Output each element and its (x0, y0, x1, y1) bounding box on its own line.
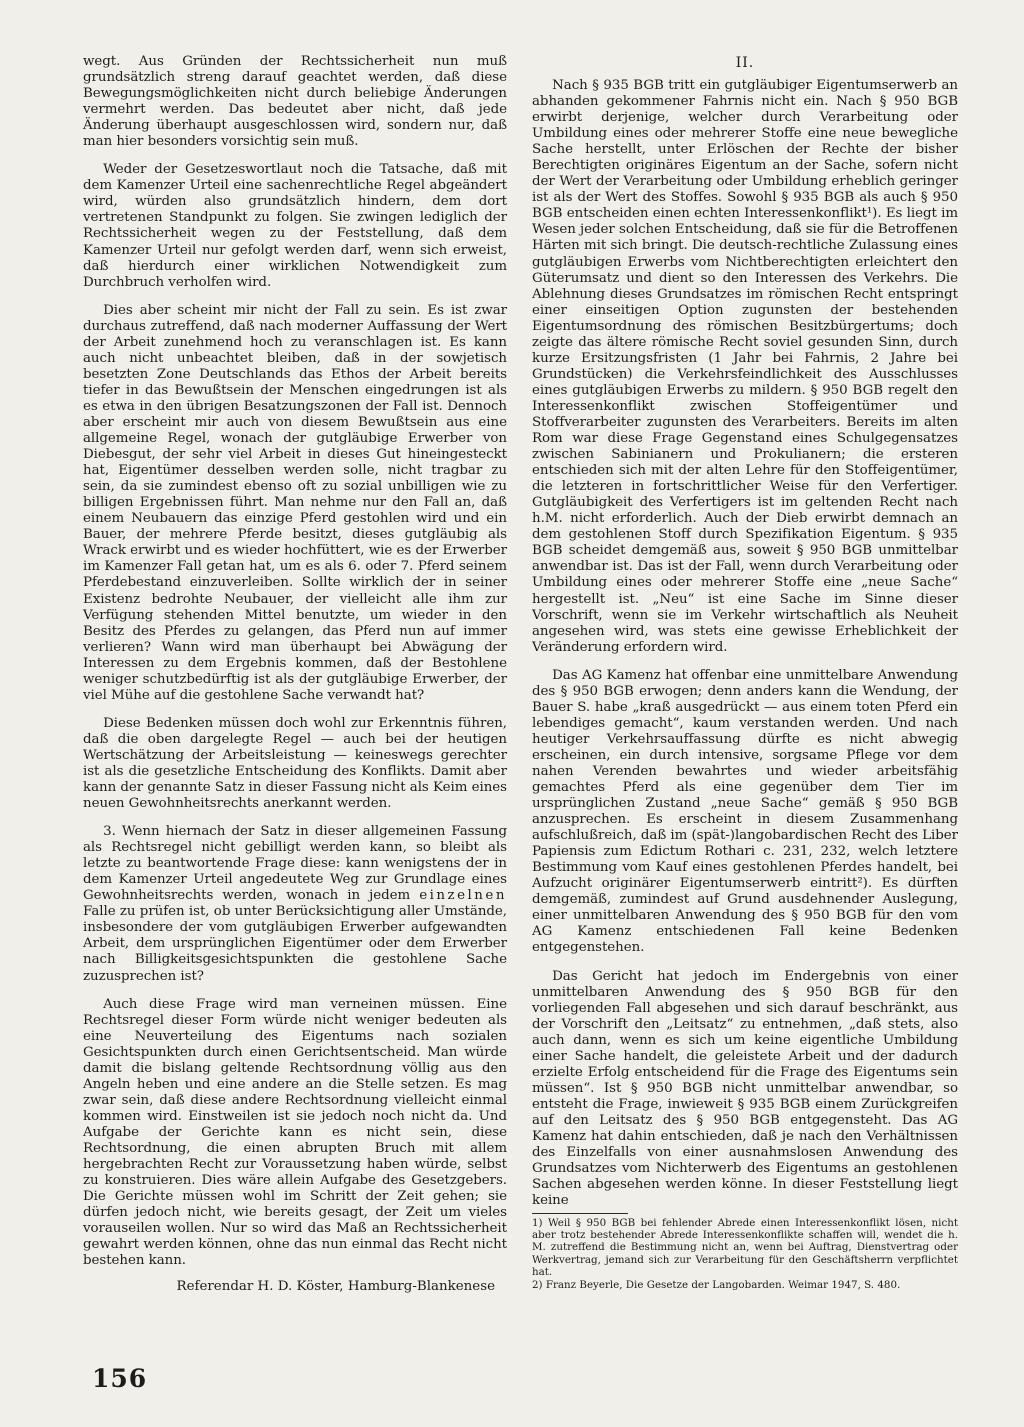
paragraph: Diese Bedenken müssen doch wohl zur Erkenntnis führen, daß die oben dargelegte Regel — auch bei der heutigen Wertschätzung der Arbeitsleistung — keineswegs gerechter ist als die gesetzliche Entscheidung des Konflikts. Damit aber kann der genannte Satz in dieser Fassung nicht als Keim eines neuen Gewohnheitsrechts anerkannt werden. (83, 715, 507, 812)
paragraph-text: Falle zu prüfen ist, ob unter Berücksichtigung aller Umstände, insbesondere der vom gutgläubigen Erwerber aufgewandten Arbeit, dem ursprünglichen Eigentümer oder dem Erwerber nach Billigkeitsgesichtspunkten die gestohlene Sache zuzusprechen ist? (83, 904, 507, 984)
right-column (532, 54, 958, 1291)
paragraph: Das Gericht hat jedoch im Endergebnis von einer unmittelbaren Anwendung des § 950 BGB für den vorliegenden Fall abgesehen und sich darauf beschränkt, aus der Vorschrift den „Leitsatz“ zu entnehmen, „daß stets, also auch dann, wenn es sich um keine eigentliche Umbildung einer Sache handelt, die geleistete Arbeit und der dadurch erzielte Erfolg entscheidend für die Frage des Eigentums sein müssen“. Ist § 950 BGB nicht unmittelbar anwendbar, so entsteht die Frage, inwieweit § 935 BGB einem Zurückgreifen auf den Leitsatz des § 950 BGB entgegensteht. Das AG Kamenz hat dahin entschieden, daß je nach den Verhältnissen des Einzelfalls von einer ausnahmslosen Anwendung des Grundsatzes vom Nichterwerb des Eigentums an gestohlenen Sachen abgesehen werden könne. In dieser Feststellung liegt keine (532, 968, 958, 1209)
paragraph: Dies aber scheint mir nicht der Fall zu sein. Es ist zwar durchaus zutreffend, daß nach moderner Auffassung der Wert der Arbeit zunehmend hoch zu veranschlagen ist. Es kann auch nicht unbeachtet bleiben, daß in der sowjetisch besetzten Zone Deutschlands das Ethos der Arbeit bereits tiefer in das Bewußtsein der Menschen eingedrungen ist als es etwa in den übrigen Besatzungszonen der Fall ist. Dennoch aber erscheint mir auch von diesem Bewußtsein aus eine allgemeine Regel, wonach der gutgläubige Erwerber von Diebesgut, der sehr viel Arbeit in dieses Gut hineingesteckt hat, Eigentümer desselben werden solle, nicht tragbar zu sein, da sie zumindest ebenso oft zu sozial unbilligen wie zu billigen Ergebnissen führt. Man nehme nur den Fall an, daß einem Neubauern das einzige Pferd gestohlen wird und ein Bauer, der mehrere Pferde besitzt, dieses gutgläubig als Wrack erwirbt und es wieder hochfüttert, wie es der Erwerber im Kamenzer Fall getan hat, um es als 6. oder 7. Pferd seinem Pferdebestand einzuverleiben. Sollte wirklich der in seiner Existenz bedrohte Neubauer, der vielleicht alle ihm zur Verfügung stehenden Mittel benutzte, um wieder in den Besitz des Pferdes zu gelangen, das Pferd nun auf immer verlieren? Wann wird man überhaupt bei Abwägung der Interessen zu dem Ergebnis kommen, daß der Bestohlene weniger schutzbedürftig ist als der gutgläubige Erwerber, der viel Mühe auf die gestohlene Sache verwandt hat? (83, 302, 507, 703)
footnote: 2) Franz Beyerle, Die Gesetze der Langobarden. Weimar 1947, S. 480. (532, 1278, 901, 1291)
spaced-emphasis: einzelnen (419, 888, 507, 904)
section-heading: II. (735, 55, 755, 71)
footnote-divider (532, 1213, 628, 1214)
paragraph: wegt. Aus Gründen der Rechtssicherheit nun muß grundsätzlich streng darauf geachtet werden, daß diese Bewegungsmöglichkeiten nicht durch beliebige Änderungen vermehrt werden. Das bedeutet aber nicht, daß jede Änderung überhaupt ausgeschlossen wird, sondern nur, daß man hier besonders vorsichtig sein muß. (83, 54, 507, 150)
paragraph: Auch diese Frage wird man verneinen müssen. Eine Rechtsregel dieser Form würde nicht weniger bedeuten als eine Neuverteilung des Eigentums nach sozialen Gesichtspunkten durch einen Gerichtsentscheid. Man würde damit die bislang geltende Rechtsordnung völlig aus den Angeln heben und eine andere an die Stelle setzen. Es mag zwar sein, daß diese andere Rechtsordnung vielleicht einmal kommen wird. Einstweilen ist sie jedoch noch nicht da. Und Aufgabe der Gerichte kann es nicht sein, diese Rechtsordnung, die einen abrupten Bruch mit allem hergebrachten Recht zur Voraussetzung haben würde, selbst zu konstruieren. Dies wäre allein Aufgabe des Gesetzgebers. Die Gerichte müssen wohl im Schritt der Zeit gehen; sie dürfen jedoch nicht, wie bereits gesagt, der Zeit um vieles vorauseilen wollen. Nur so wird das Maß an Rechtssicherheit gewahrt werden können, ohne das nun einmal das Recht nicht bestehen kann. (83, 996, 507, 1269)
page-number: 156 (92, 1364, 148, 1393)
paragraph: Nach § 935 BGB tritt ein gutgläubiger Eigentumserwerb an abhanden gekommener Fahrnis nicht ein. Nach § 950 BGB erwirbt derjenige, welcher durch Verarbeitung oder Umbildung eines oder mehrerer Stoffe eine neue bewegliche Sache herstellt, unter Erlöschen der Rechte der bisher Berechtigten originäres Eigentum an der Sache, sofern nicht der Wert der Verarbeitung oder Umbildung erheblich geringer ist als der Wert des Stoffes. Sowohl § 935 BGB als auch § 950 BGB entscheiden einen echten Interessenkonflikt¹). Es liegt im Wesen jeder solchen Entscheidung, daß sie für die Betroffenen Härten mit sich bringt. Die deutsch-rechtliche Zulassung eines gutgläubigen Erwerbs vom Nichtberechtigten erleichtert den Güterumsatz und dient so den Interessen des Verkehrs. Die Ablehnung dieses Grundsatzes im römischen Recht entspringt einer einseitigen Option zugunsten der bestehenden Eigentumsordnung des römischen Besitzbürgertums; doch zeigte das ältere römische Recht soviel gesunden Sinn, durch kurze Ersitzungsfristen (1 Jahr bei Fahrnis, 2 Jahre bei Grundstücken) die Verkehrsfeindlichkeit des Ausschlusses eines gutgläubigen Erwerbs zu mildern. § 950 BGB regelt den Interessenkonflikt zwischen Stoffeigentümer und Stoffverarbeiter zugunsten des Verarbeiters. Bereits im alten Rom war diese Frage Gegenstand eines Schulgegensatzes zwischen Sabinianern und Prokulianern; die ersteren entschieden sich mit der alten Lehre für den Stoffeigentümer, die letzteren in fortschrittlicher Weise für den Verfertiger. Gutgläubigkeit des Verfertigers ist im geltenden Recht nach h.M. nicht erforderlich. Auch der Dieb erwirbt demnach an dem gestohlenen Stoff durch Spezifikation Eigentum. § 935 BGB scheidet demgemäß aus, soweit § 950 BGB unmittelbar anwendbar ist. Das ist der Fall, wenn durch Verarbeitung oder Umbildung eines oder mehrerer Stoffe eine „neue Sache“ hergestellt ist. „Neu“ ist eine Sache im Sinne dieser Vorschrift, wenn sie im Verkehr wirtschaftlich als Neuheit angesehen wird, was stets eine gewisse Erheblichkeit der Veränderung erfordern wird. (532, 78, 958, 655)
paragraph: Weder der Gesetzeswortlaut noch die Tatsache, daß mit dem Kamenzer Urteil eine sachenrechtliche Regel abgeändert wird, würden also grundsätzlich hindern, dem dort vertretenen Standpunkt zu folgen. Sie zwingen lediglich der Rechtssicherheit wegen zu der Feststellung, daß dem Kamenzer Urteil nur gefolgt werden darf, wenn sich erweist, daß hierdurch einer wirklichen Notwendigkeit zum Durchbruch verholfen wird. (83, 162, 507, 290)
left-column (83, 54, 507, 1295)
paragraph-text: 3. Wenn hiernach der Satz in dieser allgemeinen Fassung als Rechtsregel nicht gebilligt werden kann, so bleibt als letzte zu beantwortende Frage diese: kann wenigstens der in dem Kamenzer Urteil angedeutete Weg zur Grundlage eines Gewohnheitsrechts werden, wonach in jedem (83, 824, 507, 904)
author-signature: Referendar H. D. Köster, Hamburg-Blankenese (176, 1279, 495, 1295)
paragraph: Das AG Kamenz hat offenbar eine unmittelbare Anwendung des § 950 BGB erwogen; denn anders kann die Wendung, der Bauer S. habe „kraß ausgedrückt — aus einem toten Pferd ein lebendiges gemacht“, kaum verstanden werden. Und nach heutiger Verkehrsauffassung dürfte es nicht abwegig erscheinen, ein durch intensive, sorgsame Pflege vor dem nahen Verenden bewahrtes und wieder arbeitsfähig gemachtes Pferd als eine gegenüber dem Tier im ursprünglichen Zustand „neue Sache“ gemäß § 950 BGB anzusprechen. Es erscheint in diesem Zusammenhang aufschlußreich, daß im (spät-)langobardischen Recht des Liber Papiensis zum Edictum Rothari c. 231, 232, welch letztere Bestimmung vom Kauf eines gestohlenen Pferdes handelt, bei Aufzucht originärer Eigentumserwerb eintritt²). Es dürften demgemäß, zumindest auf Grund ausdehnender Auslegung, einer unmittelbaren Anwendung des § 950 BGB für den vom AG Kamenz entschiedenen Fall keine Bedenken entgegenstehen. (532, 667, 958, 956)
footnote: 1) Weil § 950 BGB bei fehlender Abrede einen Interessenkonflikt lösen, nicht aber trotz bestehender Abrede Interessenkonflikte schaffen will, wendet die h. M. zutreffend die Bestimmung nicht an, wenn bei Auftrag, Dienstvertrag oder Werkvertrag, jemand sich zur Verarbeitung für den Geschäftsherrn verpflichtet hat. (532, 1217, 958, 1278)
paragraph (83, 824, 507, 984)
